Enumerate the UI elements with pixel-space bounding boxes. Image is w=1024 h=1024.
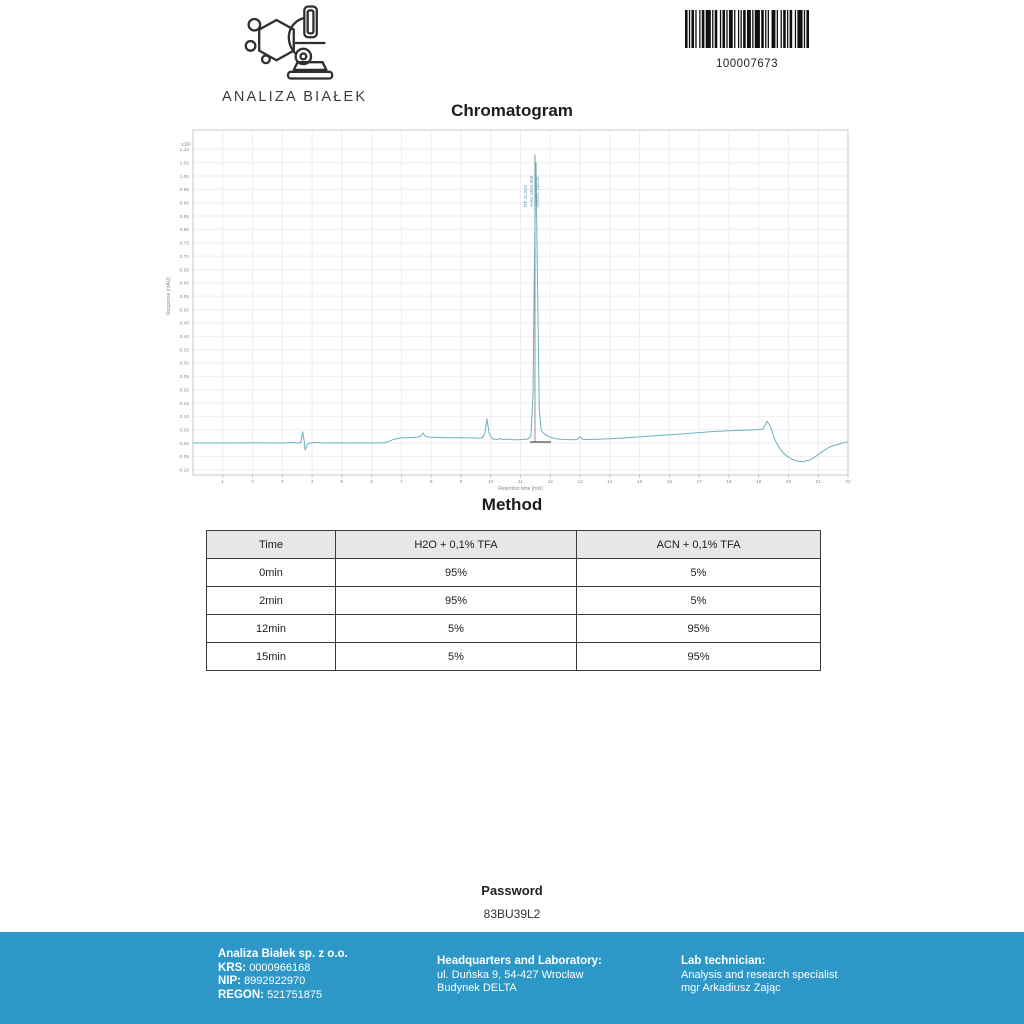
svg-text:4: 4 (310, 480, 314, 485)
svg-text:16: 16 (666, 480, 673, 485)
svg-text:2: 2 (251, 480, 254, 485)
table-row (207, 559, 821, 587)
cell-acn: 95% (577, 615, 821, 643)
cell-acn: 5% (577, 559, 821, 587)
footer (0, 932, 1024, 1024)
svg-text:0.70: 0.70 (179, 254, 189, 260)
method-table (206, 530, 821, 671)
cell-time: 15min (207, 643, 336, 671)
svg-text:0.50: 0.50 (179, 308, 189, 314)
svg-text:0.85: 0.85 (179, 214, 189, 220)
footer-technician (681, 955, 838, 996)
table-header-row (207, 531, 821, 559)
svg-text:14: 14 (607, 480, 613, 485)
svg-text:0.30: 0.30 (179, 361, 189, 367)
cell-h2o: 95% (336, 559, 577, 587)
method-title: Method (481, 495, 543, 514)
headquarters-title: Headquarters and Laboratory: (437, 955, 602, 967)
footer-company (218, 948, 348, 1002)
cell-time: 0min (207, 559, 336, 587)
svg-text:0.35: 0.35 (179, 348, 189, 354)
logo-text: ANALIZA BIAŁEK (222, 89, 368, 105)
svg-text:0.60: 0.60 (179, 281, 189, 287)
svg-text:RT: 11.524: RT: 11.524 (522, 185, 528, 207)
password-value: 83BU39L2 (483, 907, 541, 921)
svg-text:-0.10: -0.10 (178, 468, 189, 474)
svg-text:0.25: 0.25 (179, 375, 189, 381)
svg-text:1: 1 (221, 480, 225, 485)
svg-text:Area: 5924.909: Area: 5924.909 (528, 175, 534, 207)
cell-h2o: 5% (336, 643, 577, 671)
svg-text:0.95: 0.95 (179, 188, 189, 194)
chromatogram-title: Chromatogram (451, 101, 573, 120)
svg-text:13: 13 (577, 480, 583, 485)
svg-text:0.45: 0.45 (179, 321, 189, 327)
company-regon: REGON: 521751875 (218, 988, 323, 1001)
col-header-acn: ACN + 0,1% TFA (577, 531, 821, 559)
svg-text:20: 20 (785, 480, 792, 485)
table-row (207, 615, 821, 643)
chromatogram-chart (160, 125, 860, 493)
svg-text:0.10: 0.10 (179, 415, 189, 421)
svg-text:21: 21 (815, 480, 821, 485)
cell-h2o: 95% (336, 587, 577, 615)
barcode-image (685, 10, 809, 48)
svg-text:Response [mAU]: Response [mAU] (166, 277, 172, 316)
svg-text:10: 10 (488, 480, 494, 485)
svg-text:5: 5 (340, 480, 344, 485)
chromatogram-plot (160, 125, 860, 493)
headquarters-building: Budynek DELTA (437, 982, 517, 994)
barcode-number: 100007673 (715, 58, 779, 70)
svg-text:0.20: 0.20 (179, 388, 189, 394)
svg-text:19: 19 (756, 480, 762, 485)
svg-text:0.55: 0.55 (179, 294, 189, 300)
svg-text:8: 8 (429, 480, 433, 485)
svg-text:9: 9 (459, 480, 463, 485)
logo (222, 4, 368, 105)
svg-text:17: 17 (696, 480, 702, 485)
footer-headquarters (437, 955, 602, 996)
svg-text:0.75: 0.75 (179, 241, 189, 247)
cell-acn: 5% (577, 587, 821, 615)
svg-text:0.65: 0.65 (179, 268, 189, 274)
technician-name: mgr Arkadiusz Zając (681, 982, 781, 994)
svg-text:18: 18 (726, 480, 732, 485)
cell-acn: 95% (577, 643, 821, 671)
svg-text:1.05: 1.05 (179, 161, 189, 167)
svg-text:7: 7 (400, 480, 403, 485)
svg-text:1.00: 1.00 (179, 174, 189, 180)
svg-text:12: 12 (547, 480, 553, 485)
company-krs: KRS: 0000966168 (218, 961, 311, 974)
cell-time: 2min (207, 587, 336, 615)
password-section (0, 883, 1024, 921)
svg-text:0.90: 0.90 (179, 201, 189, 207)
col-header-h2o: H2O + 0,1% TFA (336, 531, 577, 559)
svg-text:6: 6 (370, 480, 373, 485)
svg-text:3: 3 (280, 480, 284, 485)
svg-text:1.10: 1.10 (179, 148, 189, 154)
table-row (207, 587, 821, 615)
barcode (684, 10, 810, 70)
company-name: Analiza Białek sp. z o.o. (218, 948, 348, 960)
svg-text:0.00: 0.00 (179, 441, 189, 447)
svg-text:0.80: 0.80 (179, 228, 189, 234)
svg-text:15: 15 (636, 480, 643, 485)
password-label: Password (481, 883, 543, 898)
technician-title: Lab technician: (681, 955, 766, 967)
svg-text:x10²: x10² (181, 142, 191, 148)
svg-text:22: 22 (845, 480, 851, 485)
company-nip: NIP: 8992922970 (218, 975, 306, 987)
svg-text:0.40: 0.40 (179, 335, 189, 340)
table-row (207, 643, 821, 671)
svg-text:0.05: 0.05 (179, 428, 189, 434)
headquarters-address: ul. Duńska 9, 54-427 Wrocław (437, 968, 584, 981)
molecule-microscope-icon (240, 4, 336, 82)
svg-text:Retention time [min]: Retention time [min] (498, 486, 543, 492)
svg-text:Area%: 100.00: Area%: 100.00 (534, 176, 540, 207)
cell-time: 12min (207, 615, 336, 643)
svg-text:0.15: 0.15 (179, 401, 189, 407)
technician-role: Analysis and research specialist (681, 968, 838, 981)
cell-h2o: 5% (336, 615, 577, 643)
svg-text:11: 11 (518, 480, 523, 485)
col-header-time: Time (207, 531, 336, 559)
svg-text:-0.05: -0.05 (178, 455, 189, 461)
